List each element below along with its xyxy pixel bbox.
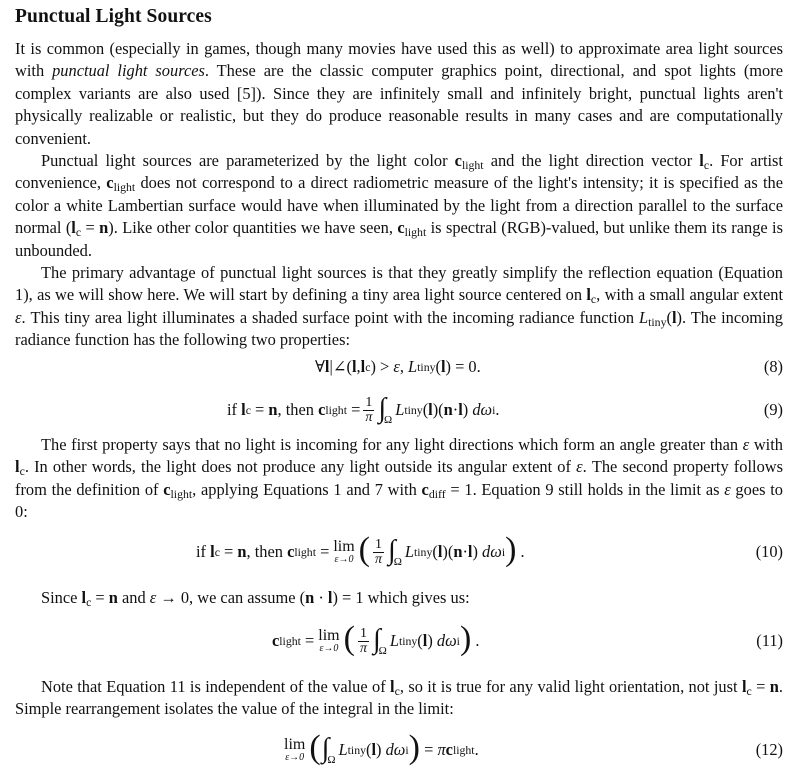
- equation-9-number: (9): [763, 400, 783, 419]
- equation-12-number: (12): [755, 740, 783, 759]
- equation-8: [15, 347, 783, 387]
- section-title: Punctual Light Sources: [15, 6, 212, 27]
- equation-8-number: (8): [763, 357, 783, 376]
- paragraph-properties: The first property says that no light is incoming for any light directions which form an angle greater than ε with $l_c$. In other words, the light does not produce any light outside its angular extent of ε. The second property follows from the definition of $c_{light}$, applying Equations 1 and 7 with $c_{diff} = 1$. Equation 9 still holds in the limit as ε goes to 0:: [15, 435, 783, 522]
- equation-11: [15, 621, 783, 661]
- equation-12-math: lim ε→0 ( ∫ Ω L tiny ( l ) dω i ) = π c light .: [284, 729, 479, 766]
- equation-9-math: if l c = n , then c light = $\frac{1}{\pi}$ ∫ Ω L tiny ( l )( n · l ) dω i .: [227, 393, 500, 426]
- equation-12: [15, 730, 783, 770]
- paragraph-independence: Note that Equation 11 is independent of the value of $l_c$, so it is true for any valid light orientation, not just $l_c = n$. Simple rearrangement isolates the value of the integral in the limit:: [15, 677, 783, 719]
- equation-10: [15, 532, 783, 572]
- paragraph-parameters: Punctual light sources are parameterized by the light color $c_{light}$ and the light direction vector $l_c$. For artist convenience, $c_{light}$ does not correspond to a direct radiometric measure of the light's intensity; it is specified as the color a white Lambertian surface would have when illuminated by the light from a direction parallel to the surface normal $(l_c = n)$. Like other color quantities we have seen, $c_{light}$ is spectral (RGB)-valued, but unlike them its range is unbounded.: [15, 151, 783, 260]
- paragraph-intro: It is common (especially in games, though many movies have used this as well) to approximate area light sources with punctual light sources. These are the classic computer graphics point, directional, and spot lights (more complex variants are also used [5]). Since they are infinitely small and infinitely bright, punctual lights aren't physically realizable or realistic, but they do produce reasonable results in many cases and are computationally convenient.: [15, 39, 783, 148]
- paragraph-advantage: The primary advantage of punctual light sources is that they greatly simplify the reflection equation (Equation 1), as we will show here. We will start by defining a tiny area light source centered on $l_c$, with a small angular extent ε. This tiny area light illuminates a shaded surface point with the incoming radiance function $L_{tiny}(l)$. The incoming radiance function has the following two properties:: [15, 263, 783, 350]
- equation-10-number: (10): [755, 542, 783, 561]
- equation-11-math: c light = lim ε→0 ( $\frac{1}{\pi}$ ∫ Ω L tiny ( l ) dω i ) .: [272, 620, 480, 657]
- equation-8-math: ∀ l |∠( l , l c ) > ε , L tiny ( l ) = 0.: [315, 357, 481, 376]
- equation-10-math: if l c = n , then c light = lim ε→0 ( $\frac{1}{\pi}$ ∫ Ω L tiny ( l )( n · l ) dω i ) .: [196, 531, 525, 568]
- equation-11-number: (11): [756, 631, 783, 650]
- paragraph-assumption: Since $l_c = n$ and ε → 0, we can assume (n · l) = 1 which gives us:: [41, 588, 470, 609]
- equation-9: [15, 390, 783, 430]
